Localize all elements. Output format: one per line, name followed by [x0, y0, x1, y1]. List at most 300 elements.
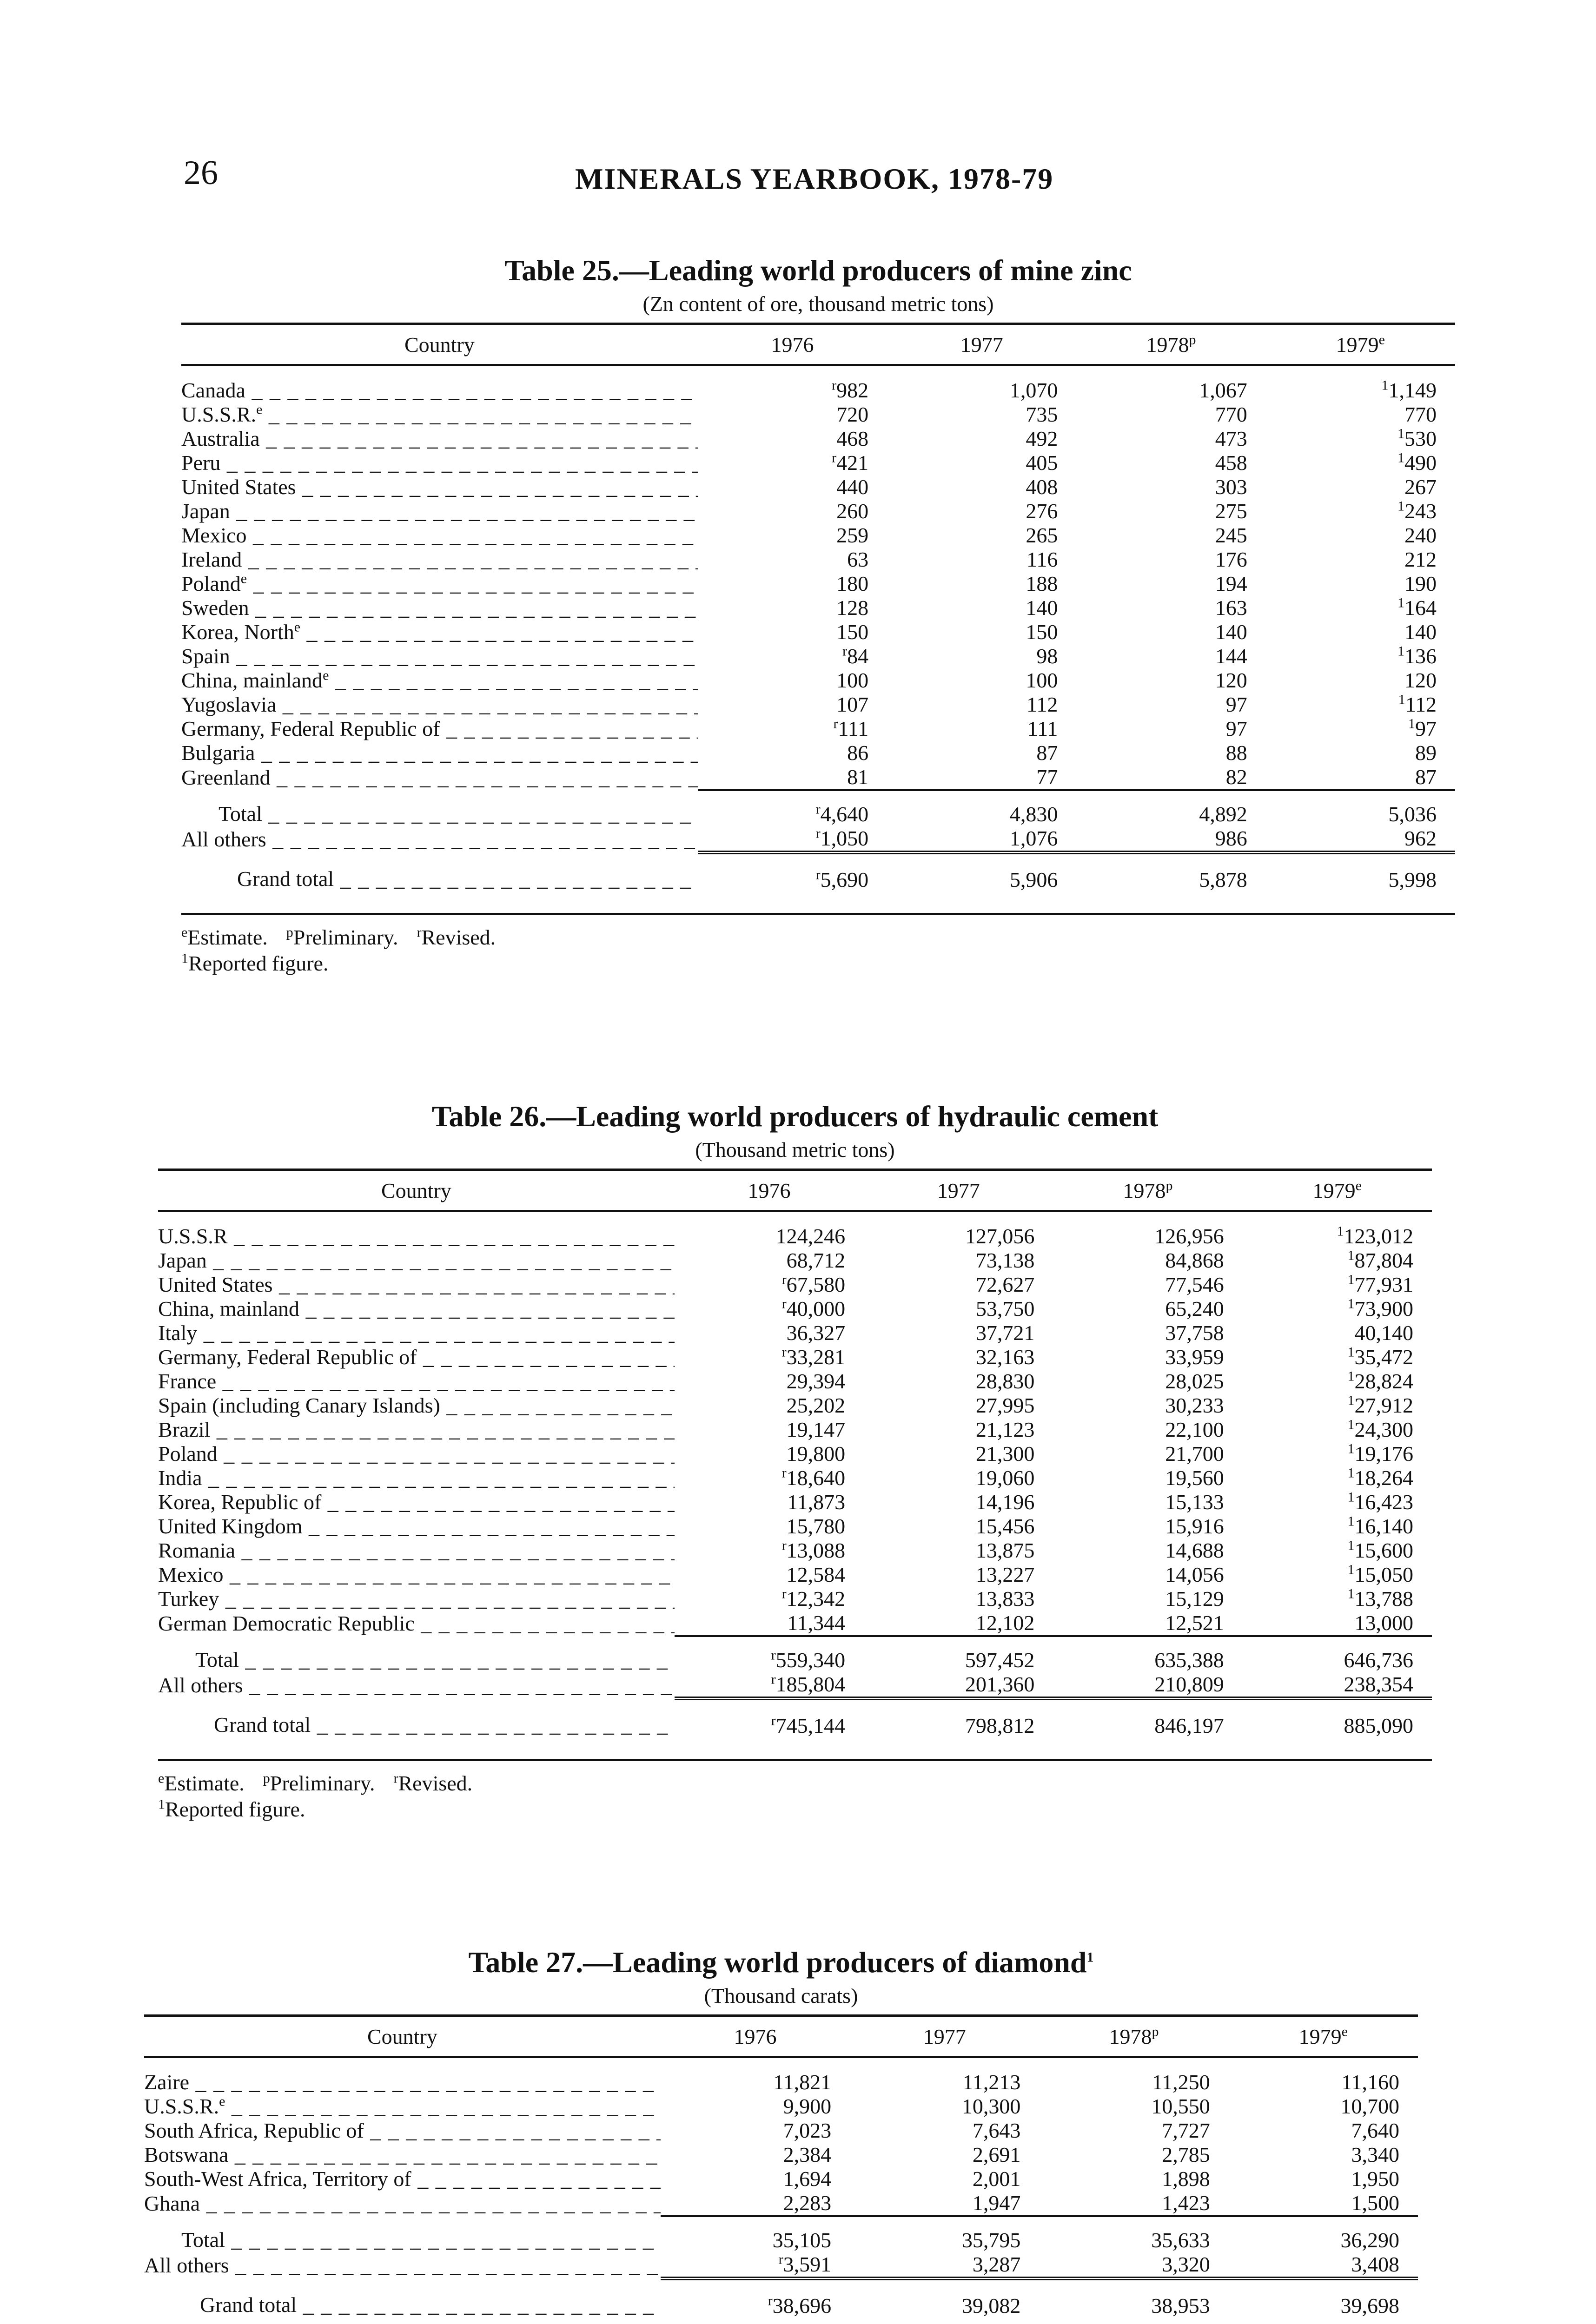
country-name — [158, 1636, 675, 1672]
footnote-mark: 1 — [1347, 1248, 1355, 1263]
country-name — [158, 1442, 675, 1466]
table-row — [144, 2094, 1418, 2119]
country-label: Korea, Republic of _ _ _ — [158, 1490, 675, 1514]
footnote-text: Reported figure. — [165, 1797, 305, 1821]
value-cell: 36,327 — [786, 1321, 846, 1345]
country-name — [144, 2252, 661, 2278]
value-cell: 107 — [836, 693, 869, 716]
value-cell: 1,950 — [1351, 2167, 1399, 2191]
value-cell: 140 — [1215, 620, 1247, 644]
table-row — [158, 1442, 1432, 1466]
country-label: United States _ _ _ — [158, 1273, 675, 1296]
footnote-mark: r — [781, 1345, 787, 1360]
value-cell: 82 — [1225, 765, 1247, 789]
country-name — [158, 1248, 675, 1273]
footnote-mark: r — [781, 1538, 787, 1553]
country-name — [181, 572, 698, 596]
country-name — [144, 2143, 661, 2167]
value-cell: 13,227 — [975, 1563, 1035, 1586]
table-header — [181, 324, 1455, 365]
table-end-rule — [181, 896, 1455, 914]
rule-cell — [181, 896, 698, 914]
table-row — [181, 572, 1455, 596]
footnote-mark: e — [181, 924, 188, 940]
rule-cell — [887, 896, 1076, 914]
country-label: Botswana _ _ _ — [144, 2143, 661, 2166]
footnote-mark: 1 — [1347, 1587, 1355, 1602]
country-name — [181, 826, 698, 852]
value-cell: $^1$28,824 — [1347, 1369, 1413, 1393]
country-name — [158, 1514, 675, 1538]
value-cell: 770 — [1404, 403, 1437, 426]
table-row — [158, 1418, 1432, 1442]
country-name — [144, 2057, 661, 2095]
value-cell: 11,873 — [787, 1490, 846, 1514]
table-row — [158, 1273, 1432, 1297]
value-cell: 176 — [1215, 548, 1247, 571]
value-cell: 1,694 — [783, 2167, 832, 2191]
value-cell: 15,133 — [1165, 1490, 1224, 1514]
table-row — [158, 1211, 1432, 1249]
table-row — [158, 1248, 1432, 1273]
value-cell: $^1$97 — [1408, 717, 1437, 740]
footnote-mark: e — [1341, 2024, 1348, 2040]
footnote-mark: r — [842, 644, 848, 659]
value-cell: 28,025 — [1165, 1369, 1224, 1393]
value-cell: 735 — [1026, 403, 1058, 426]
table-row — [158, 1538, 1432, 1563]
country-name — [144, 2216, 661, 2252]
footnote-mark: 1 — [1397, 596, 1404, 611]
value-cell: 13,875 — [975, 1538, 1035, 1562]
footnote-mark: 1 — [1347, 1538, 1355, 1553]
value-cell: 98 — [1036, 644, 1058, 668]
value-cell: 5,036 — [1266, 790, 1455, 826]
value-cell: 38,953 — [1039, 2278, 1228, 2322]
rule-cell — [864, 1742, 1053, 1760]
table-row — [181, 693, 1455, 717]
country-label: Mexico _ _ _ — [158, 1563, 675, 1586]
value-cell: 77,546 — [1165, 1273, 1224, 1296]
table-title: Table 25.—Leading world producers of mine zinc — [504, 254, 1132, 287]
country-name — [158, 1369, 675, 1393]
table-row — [181, 451, 1455, 475]
country-name — [158, 1698, 675, 1742]
value-cell: 84,868 — [1165, 1248, 1224, 1272]
grand-total-row — [144, 2278, 1418, 2322]
data-table — [144, 2014, 1418, 2324]
country-name — [181, 620, 698, 644]
country-label: China, mainland$^e$ _ _ _ — [181, 668, 698, 692]
column-header-year: 1979e — [1336, 332, 1385, 357]
value-cell: 15,456 — [975, 1514, 1035, 1538]
value-cell: 1,423 — [1162, 2191, 1210, 2215]
value-cell: 212 — [1404, 548, 1437, 571]
value-cell: 275 — [1215, 499, 1247, 523]
country-name — [181, 451, 698, 475]
country-name — [158, 1321, 675, 1345]
column-header-year: 1977 — [937, 1178, 980, 1202]
footnote-mark: 1 — [1398, 693, 1405, 707]
footnote-mark: 1 — [1337, 1223, 1344, 1239]
total-row — [144, 2216, 1418, 2252]
country-label: Grand total _ _ _ — [200, 2293, 661, 2317]
column-header-year: 1979e — [1312, 1178, 1362, 1202]
value-cell: 1,500 — [1351, 2191, 1399, 2215]
country-name — [158, 1466, 675, 1490]
value-cell: 276 — [1026, 499, 1058, 523]
footnote-mark: e — [219, 2094, 225, 2109]
footnote-text: Estimate. — [187, 925, 268, 949]
table-body — [144, 2057, 1418, 2324]
value-cell: $^r$5,690 — [698, 852, 887, 896]
value-cell: 150 — [836, 620, 869, 644]
value-cell: 112 — [1026, 693, 1058, 716]
footnote-mark: 1 — [181, 951, 188, 966]
value-cell: 77 — [1036, 765, 1058, 789]
table-row — [181, 717, 1455, 741]
country-label: Yugoslavia _ _ _ — [181, 693, 698, 716]
rule-cell — [850, 2322, 1039, 2324]
value-cell: 39,698 — [1229, 2278, 1418, 2322]
country-name — [158, 1587, 675, 1611]
footnote-mark: 1 — [1397, 427, 1404, 442]
value-cell: 127,056 — [965, 1224, 1035, 1248]
value-cell: 89 — [1415, 741, 1437, 765]
footnote-mark: r — [833, 717, 838, 732]
value-cell: $^1$27,912 — [1347, 1393, 1413, 1417]
value-cell: 13,833 — [975, 1587, 1035, 1611]
value-cell: 846,197 — [1053, 1698, 1242, 1742]
value-cell: $^r$84 — [842, 644, 869, 668]
value-cell: 3,408 — [1351, 2252, 1399, 2276]
country-name — [181, 523, 698, 548]
country-label: Mexico _ _ _ — [181, 523, 698, 547]
table-row — [144, 2143, 1418, 2167]
total-row — [158, 1636, 1432, 1672]
value-cell: $^1$15,600 — [1347, 1538, 1413, 1562]
value-cell: 5,878 — [1076, 852, 1265, 896]
value-cell: 100 — [1026, 668, 1058, 692]
value-cell: 14,056 — [1165, 1563, 1224, 1586]
value-cell: 962 — [1404, 826, 1437, 850]
table-row — [181, 596, 1455, 620]
value-cell: 597,452 — [864, 1636, 1053, 1672]
country-label: Turkey _ _ _ — [158, 1587, 675, 1611]
value-cell: 19,060 — [975, 1466, 1035, 1490]
footnote-mark: 1 — [1347, 1514, 1355, 1529]
country-label: Greenland _ _ _ — [181, 766, 698, 789]
country-label: German Democratic Republic _ _ _ — [158, 1611, 675, 1635]
country-label: Germany, Federal Republic of _ _ _ — [181, 717, 698, 740]
table-row — [181, 365, 1455, 403]
value-cell: 2,384 — [783, 2143, 832, 2166]
value-cell: 201,360 — [965, 1672, 1035, 1696]
value-cell: $^1$490 — [1397, 451, 1437, 475]
table-footnotes — [158, 1770, 1432, 1822]
value-cell: $^r$18,640 — [781, 1466, 846, 1490]
table-row — [158, 1514, 1432, 1538]
footnote-mark: p — [1152, 2024, 1159, 2040]
value-cell: 21,123 — [975, 1418, 1035, 1441]
country-label: Total _ _ _ — [219, 802, 698, 825]
value-cell: $^1$1,149 — [1381, 377, 1437, 402]
rule-cell — [661, 2322, 850, 2324]
value-cell: 65,240 — [1165, 1297, 1224, 1320]
value-cell: 19,147 — [786, 1418, 846, 1441]
country-label: U.S.S.R.$^e$ _ _ _ — [144, 2094, 661, 2118]
country-label: Total _ _ _ — [181, 2228, 661, 2251]
table-subtitle: (Zn content of ore, thousand metric tons) — [642, 292, 994, 316]
table-row — [181, 427, 1455, 451]
table-header — [144, 2016, 1418, 2057]
value-cell: 15,916 — [1165, 1514, 1224, 1538]
footnote-mark: e — [256, 403, 263, 417]
value-cell: 194 — [1215, 572, 1247, 595]
header-row — [181, 324, 1455, 365]
value-cell: 468 — [836, 427, 869, 450]
country-name — [181, 427, 698, 451]
value-cell: 267 — [1404, 475, 1437, 499]
table-row — [158, 1611, 1432, 1636]
footnote-mark: 1 — [1086, 1949, 1094, 1965]
footnote-text: Reported figure. — [188, 951, 329, 975]
value-cell: 265 — [1026, 523, 1058, 547]
table-row — [158, 1345, 1432, 1369]
country-name — [181, 475, 698, 499]
footnote-mark: 1 — [1397, 644, 1404, 659]
country-name — [181, 365, 698, 403]
value-cell: 87 — [1036, 741, 1058, 765]
value-cell: 2,001 — [972, 2167, 1021, 2191]
value-cell: $^r$12,342 — [781, 1587, 846, 1611]
table-subtitle: (Thousand carats) — [704, 1984, 858, 2007]
value-cell: 10,300 — [961, 2094, 1021, 2118]
value-cell: $^r$185,804 — [771, 1672, 846, 1696]
value-cell: $^r$982 — [832, 377, 869, 402]
data-table — [158, 1169, 1432, 1761]
footnote-mark: e — [1355, 1178, 1362, 1194]
value-cell: 15,129 — [1165, 1587, 1224, 1611]
value-cell: 126,956 — [1154, 1224, 1224, 1248]
table-row — [181, 741, 1455, 765]
country-label: Spain (including Canary Islands) _ _ _ — [158, 1393, 675, 1417]
country-name — [158, 1211, 675, 1249]
table-row — [144, 2057, 1418, 2095]
value-cell: 5,998 — [1266, 852, 1455, 896]
header-row — [158, 1170, 1432, 1211]
country-name — [181, 403, 698, 427]
value-cell: 100 — [836, 668, 869, 692]
column-header-year: 1979e — [1298, 2024, 1348, 2048]
value-cell: $^r$67,580 — [781, 1273, 846, 1296]
value-cell: 458 — [1215, 451, 1247, 475]
column-header-year: 1976 — [734, 2024, 777, 2048]
value-cell: 19,560 — [1165, 1466, 1224, 1490]
value-cell: $^r$40,000 — [781, 1297, 846, 1320]
value-cell: $^r$33,281 — [781, 1345, 846, 1369]
value-cell: $^r$1,050 — [815, 826, 869, 850]
footnote-mark: e — [323, 668, 329, 683]
country-name — [158, 1297, 675, 1321]
value-cell: 15,780 — [786, 1514, 846, 1538]
footnote-mark: 1 — [1347, 1393, 1355, 1408]
footnote-mark: r — [781, 1297, 787, 1312]
country-label: Germany, Federal Republic of _ _ _ — [158, 1345, 675, 1369]
value-cell: 11,344 — [787, 1611, 846, 1635]
value-cell: 12,102 — [975, 1611, 1035, 1635]
footnote-mark: r — [815, 826, 821, 841]
country-label: Brazil _ _ _ — [158, 1418, 675, 1441]
value-cell: 29,394 — [786, 1369, 846, 1393]
footnote-mark: 1 — [1347, 1418, 1355, 1433]
value-cell: 986 — [1215, 826, 1247, 850]
value-cell: 7,640 — [1351, 2119, 1399, 2142]
value-cell: 88 — [1225, 741, 1247, 765]
value-cell: 11,250 — [1152, 2070, 1210, 2094]
country-label: Ghana _ _ _ — [144, 2192, 661, 2215]
value-cell: 9,900 — [783, 2094, 832, 2118]
value-cell: 21,700 — [1165, 1442, 1224, 1466]
footnote-mark: r — [778, 2252, 783, 2267]
country-label: Korea, North$^e$ _ _ _ — [181, 620, 698, 644]
footnote-mark: 1 — [1397, 499, 1404, 514]
value-cell: 140 — [1026, 596, 1058, 620]
rule-cell — [698, 896, 887, 914]
value-cell: 111 — [1027, 717, 1058, 740]
grand-total-row — [158, 1698, 1432, 1742]
table-26 — [158, 1097, 1432, 1822]
value-cell: $^r$559,340 — [675, 1636, 864, 1672]
table-row — [181, 765, 1455, 790]
column-header-country: Country — [381, 1178, 451, 1202]
footnote-mark: 1 — [1408, 717, 1415, 732]
country-name — [181, 596, 698, 620]
value-cell: 473 — [1215, 427, 1247, 450]
footnote-mark: 1 — [1347, 1369, 1355, 1384]
rule-cell — [1053, 1742, 1242, 1760]
column-header-year: 1977 — [923, 2024, 966, 2048]
footnote-mark: r — [417, 924, 422, 940]
value-cell: 1,067 — [1199, 378, 1247, 402]
value-cell: 40,140 — [1354, 1321, 1413, 1345]
table-27 — [144, 1943, 1418, 2324]
footnote-mark: r — [771, 1713, 776, 1729]
all-others-row — [181, 826, 1455, 852]
value-cell: 35,633 — [1039, 2216, 1228, 2252]
table-footnotes — [181, 924, 1455, 977]
footnote-mark: p — [263, 1770, 270, 1786]
value-cell: 798,812 — [864, 1698, 1053, 1742]
table-row — [144, 2119, 1418, 2143]
value-cell: 770 — [1215, 403, 1247, 426]
value-cell: 7,643 — [972, 2119, 1021, 2142]
country-label: Poland$^e$ _ _ _ — [181, 572, 698, 595]
value-cell: $^r$3,591 — [778, 2252, 832, 2276]
value-cell: 1,947 — [972, 2191, 1021, 2215]
value-cell: 120 — [1215, 668, 1247, 692]
country-label: South Africa, Republic of _ _ _ — [144, 2119, 661, 2142]
column-header-country: Country — [367, 2024, 437, 2048]
rule-cell — [144, 2322, 661, 2324]
footnote-mark: 1 — [1347, 1442, 1355, 1457]
value-cell: 11,821 — [773, 2070, 832, 2094]
grand-total-row — [181, 852, 1455, 896]
value-cell: $^1$112 — [1398, 693, 1437, 716]
country-label: France _ _ _ — [158, 1369, 675, 1393]
table-end-rule — [144, 2322, 1418, 2324]
value-cell: 150 — [1026, 620, 1058, 644]
country-name — [158, 1538, 675, 1563]
footnote-text: Preliminary. — [293, 925, 398, 949]
footnote-mark: 1 — [1347, 1297, 1355, 1312]
value-cell: $^1$136 — [1397, 644, 1437, 668]
country-label: U.S.S.R.$^e$ _ _ _ — [181, 403, 698, 426]
footnote-mark: p — [1166, 1178, 1173, 1194]
table-row — [158, 1321, 1432, 1345]
footnote-line — [181, 924, 1455, 951]
table-row — [158, 1297, 1432, 1321]
value-cell: 22,100 — [1165, 1418, 1224, 1441]
column-header-year: 1978$^p$ — [1123, 1178, 1173, 1202]
table-row — [181, 620, 1455, 644]
value-cell: $^1$13,788 — [1347, 1587, 1413, 1611]
country-label: Italy _ _ _ — [158, 1321, 675, 1345]
value-cell: 68,712 — [786, 1248, 846, 1272]
value-cell: 2,785 — [1162, 2143, 1210, 2166]
value-cell: 885,090 — [1243, 1698, 1432, 1742]
value-cell: 408 — [1026, 475, 1058, 499]
value-cell: 39,082 — [850, 2278, 1039, 2322]
rule-cell — [1243, 1742, 1432, 1760]
country-label: Japan _ _ _ — [158, 1248, 675, 1272]
table-body — [181, 365, 1455, 914]
total-row — [181, 790, 1455, 826]
value-cell: 86 — [847, 741, 869, 765]
value-cell: 25,202 — [786, 1393, 846, 1417]
country-label: Ireland _ _ _ — [181, 548, 698, 571]
value-cell: 11,213 — [962, 2070, 1021, 2094]
country-name — [158, 1345, 675, 1369]
value-cell: 32,163 — [975, 1345, 1035, 1369]
table-row — [181, 548, 1455, 572]
value-cell: 1,070 — [1009, 378, 1058, 402]
value-cell: 4,892 — [1076, 790, 1265, 826]
footnote-text: Revised. — [398, 1771, 473, 1795]
country-label: Poland _ _ _ — [158, 1442, 675, 1466]
footnote-mark: r — [771, 1647, 776, 1663]
country-name — [158, 1418, 675, 1442]
value-cell: $^1$164 — [1397, 596, 1437, 620]
column-header-country: Country — [404, 332, 475, 357]
footnote-mark: r — [815, 801, 821, 817]
country-label: Grand total _ _ _ — [237, 867, 698, 891]
value-cell: 128 — [836, 596, 869, 620]
footnote-line — [158, 1770, 1432, 1796]
country-name — [181, 693, 698, 717]
value-cell: 124,246 — [775, 1224, 846, 1248]
value-cell: $^1$15,050 — [1347, 1563, 1413, 1586]
table-row — [158, 1466, 1432, 1490]
table-header — [158, 1170, 1432, 1211]
country-name — [158, 1490, 675, 1514]
value-cell: 720 — [836, 403, 869, 426]
table-row — [144, 2191, 1418, 2216]
value-cell: $^1$87,804 — [1347, 1248, 1413, 1272]
value-cell: 646,736 — [1243, 1636, 1432, 1672]
value-cell: $^1$35,472 — [1347, 1345, 1413, 1369]
country-name — [181, 499, 698, 523]
